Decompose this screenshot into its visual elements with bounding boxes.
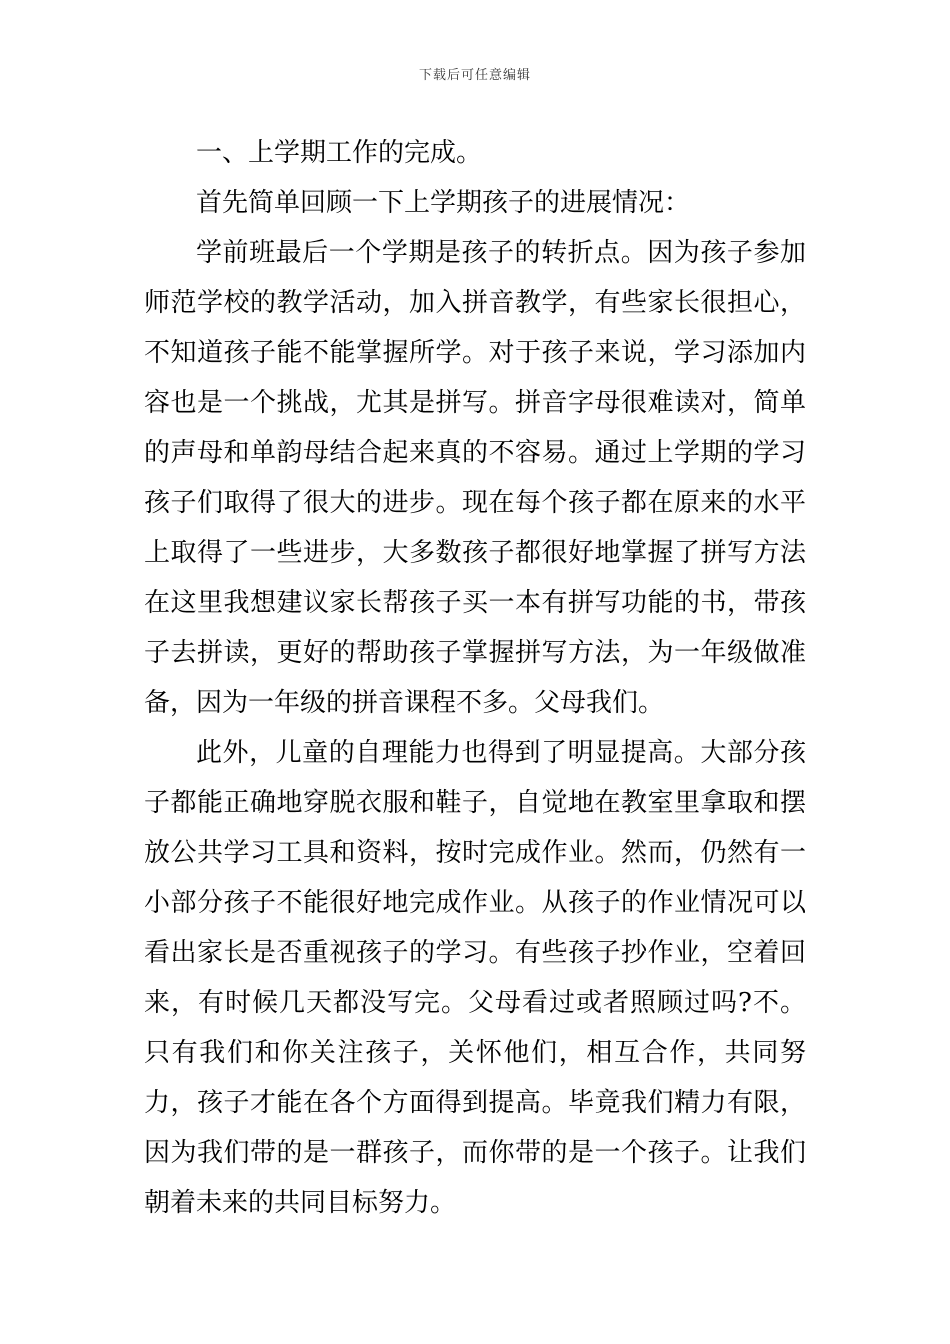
header-note: 下载后可任意编辑: [418, 68, 531, 83]
intro-line: 首先简单回顾一下上学期孩子的进展情况：: [196, 188, 691, 218]
document-body: [144, 128, 806, 1228]
section-heading: 一、上学期工作的完成。: [196, 138, 483, 168]
paragraph-1: 学前班最后一个学期是孩子的转折点。因为孩子参加师范学校的教学活动，加入拼音教学，有些家长很担心，不知道孩子能不能掌握所学。对于孩子来说，学习添加内容也是一个挑战，尤其是拼写。拼音字母很难读对，简单的声母和单韵母结合起来真的不容易。通过上学期的学习孩子们取得了很大的进步。现在每个孩子都在原来的水平上取得了一些进步，大多数孩子都很好地掌握了拼写方法在这里我想建议家长帮孩子买一本有拼写功能的书，带孩子去拼读，更好的帮助孩子掌握拼写方法，为一年级做准备，因为一年级的拼音课程不多。父母我们。: [144, 238, 806, 718]
paragraph-2: 此外，儿童的自理能力也得到了明显提高。大部分孩子都能正确地穿脱衣服和鞋子，自觉地在教室里拿取和摆放公共学习工具和资料，按时完成作业。然而，仍然有一小部分孩子不能很好地完成作业。从孩子的作业情况可以看出家长是否重视孩子的学习。有些孩子抄作业，空着回来，有时候几天都没写完。父母看过或者照顾过吗?不。只有我们和你关注孩子，关怀他们，相互合作，共同努力，孩子才能在各个方面得到提高。毕竟我们精力有限，因为我们带的是一群孩子，而你带的是一个孩子。让我们朝着未来的共同目标努力。: [144, 738, 806, 1218]
